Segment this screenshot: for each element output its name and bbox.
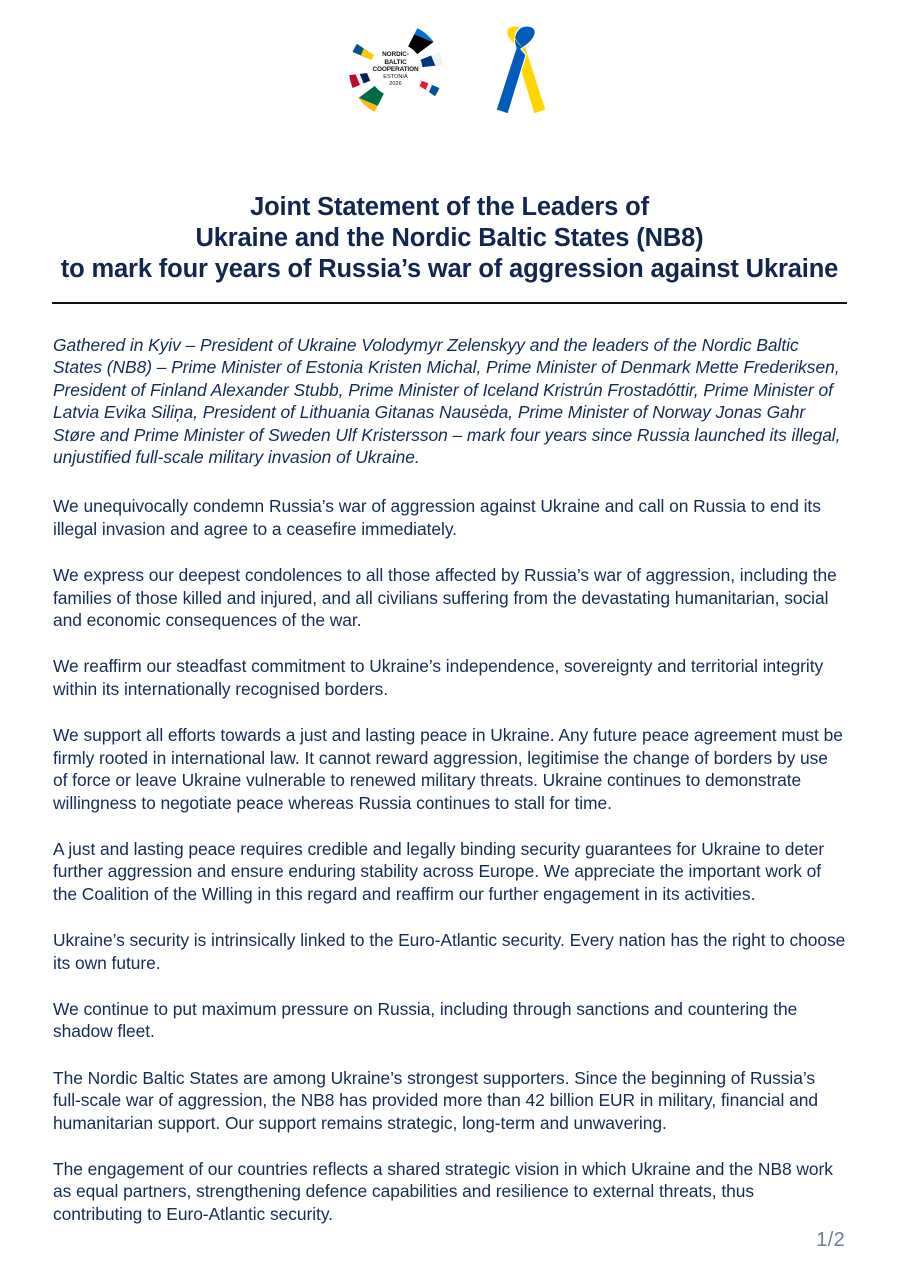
page-number: 1/2	[816, 1229, 845, 1251]
paragraph-4: We support all efforts towards a just and lasting peace in Ukraine. Any future peace agreement must be firmly rooted in international law. It cannot reward aggression, legitimise the change of borders by use of force or leave Ukraine vulnerable to renewed military threats. Ukraine continues to demonstrate willingness to negotiate peace whereas Russia continues to stall for time.	[53, 725, 843, 813]
title-line-3: to mark four years of Russia’s war of aggression against Ukraine	[60, 255, 839, 283]
ukraine-ribbon-icon	[490, 22, 552, 118]
paragraph-6: Ukraine’s security is intrinsically linked to the Euro-Atlantic security. Every nation has the right to choose its own future.	[53, 930, 846, 973]
header-logos	[0, 0, 899, 140]
title-divider	[52, 302, 847, 304]
paragraph-5: A just and lasting peace requires credible and legally binding security guarantees for Ukraine to deter further aggression and ensure enduring stability across Europe. We appreciate the important work of the Coalition of the Willing in this regard and reaffirm our further engagement in its activities.	[53, 838, 825, 904]
document-body	[53, 334, 847, 1225]
title-line-2: Ukraine and the Nordic Baltic States (NB8)	[195, 224, 704, 252]
ring-caption-line-2: BALTIC	[384, 58, 407, 66]
paragraph-7: We continue to put maximum pressure on Russia, including through sanctions and countering the shadow fleet.	[53, 998, 798, 1042]
ring-caption-line-5: 2026	[389, 81, 402, 88]
ring-caption-line-1: NORDIC-	[382, 51, 409, 59]
document-title	[52, 192, 847, 285]
ring-caption-line-4: ESTONIA	[383, 73, 408, 80]
paragraph-2: We express our deepest condolences to all those affected by Russia’s war of aggression, including the families of those killed and injured, and all civilians suffering from the devastating humanitarian, social and economic consequences of the war.	[53, 565, 837, 631]
title-line-1: Joint Statement of the Leaders of	[250, 193, 649, 221]
ring-caption-line-3: COOPERATION	[372, 66, 419, 74]
paragraph-8: The Nordic Baltic States are among Ukraine’s strongest supporters. Since the beginning of Russia’s full-scale war of aggression, the NB8 has provided more than 42 billion EUR in military, financial and humanitarian support. Our support remains strategic, long-term and unwavering.	[53, 1067, 818, 1133]
nordic-baltic-cooperation-logo-icon	[348, 22, 444, 118]
intro-paragraph: Gathered in Kyiv – President of Ukraine Volodymyr Zelenskyy and the leaders of the Nordic Baltic States (NB8) – Prime Minister of Estonia Kristen Michal, Prime Minister of Denmark Mette Frederiksen, President of Finland Alexander Stubb, Prime Minister of Iceland Kristrún Frostadóttir, Prime Minister of Latvia Evika Siliņa, President of Lithuania Gitanas Nausėda, Prime Minister of Norway Jonas Gahr Støre and Prime Minister of Sweden Ulf Kristersson – mark four years since Russia launched its illegal, unjustified full-scale military invasion of Ukraine.	[53, 335, 841, 468]
paragraph-1: We unequivocally condemn Russia’s war of aggression against Ukraine and call on Russia to end its illegal invasion and agree to a ceasefire immediately.	[53, 496, 821, 539]
paragraph-9: The engagement of our countries reflects a shared strategic vision in which Ukraine and the NB8 work as equal partners, strengthening defence capabilities and resilience to external threats, thus contributing to Euro-Atlantic security.	[53, 1158, 833, 1224]
paragraph-3: We reaffirm our steadfast commitment to Ukraine’s independence, sovereignty and territorial integrity within its internationally recognised borders.	[53, 656, 824, 699]
